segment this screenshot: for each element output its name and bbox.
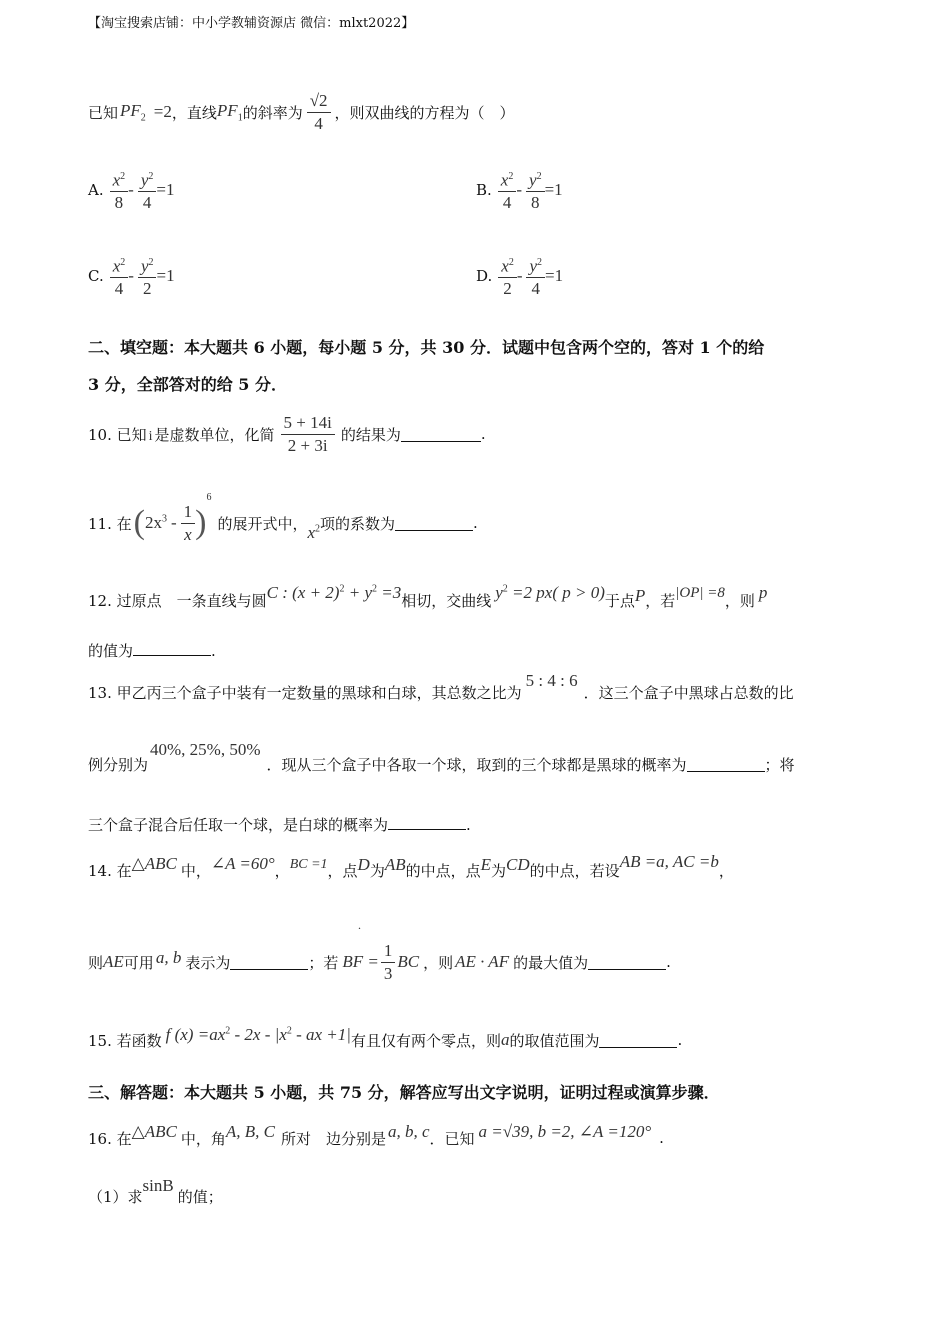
q14-mid3: ，点 bbox=[327, 861, 358, 880]
option-x-fraction: $\frac{x^2}{8}$ bbox=[110, 166, 129, 215]
q12-mid: 相切，交曲线 bbox=[401, 591, 492, 610]
question-14 bbox=[88, 850, 734, 890]
q13-ratio: 5 : 4 : 6 bbox=[525, 671, 578, 690]
q14-cd: CD bbox=[506, 855, 530, 874]
option-minus: - bbox=[516, 266, 523, 285]
option-y-fraction: $\frac{y^2}{2}$ bbox=[138, 252, 157, 301]
q11-paren-left: ( bbox=[133, 504, 145, 541]
q16-mid1: 中，角 bbox=[180, 1129, 226, 1148]
q10-i: i bbox=[148, 429, 153, 444]
option-eq: =1 bbox=[545, 266, 564, 285]
q14-answer-blank-2[interactable] bbox=[588, 955, 666, 970]
q14-triangle: △ABC bbox=[131, 854, 177, 873]
option-x-fraction: $\frac{x^2}{2}$ bbox=[498, 252, 517, 301]
section-3-heading: 三、解答题：本大题共 5 小题，共 75 分，解答应写出文字说明，证明过程或演算步骤． bbox=[88, 1083, 720, 1102]
q11-power: 6 bbox=[206, 492, 212, 503]
option-label: D. bbox=[476, 267, 493, 285]
q10-answer-blank[interactable] bbox=[401, 427, 481, 442]
q10-pre: 10. 已知 bbox=[88, 425, 147, 444]
q14-answer-blank-1[interactable] bbox=[230, 955, 308, 970]
q15-post2: 的取值范围为 bbox=[509, 1031, 600, 1050]
page-header: 【淘宝搜索店铺：中小学教辅资源店 微信：mlxt2022】 bbox=[88, 16, 415, 31]
q12-mid2: 于点 bbox=[604, 591, 635, 610]
q13-answer-blank-1[interactable] bbox=[687, 757, 765, 772]
option-y-fraction: $\frac{y^2}{4}$ bbox=[138, 166, 157, 215]
q14-ae-af: AE · AF bbox=[455, 952, 510, 971]
option-label: B. bbox=[476, 181, 492, 199]
q14-point-e: E bbox=[480, 855, 492, 874]
question-13-line3 bbox=[88, 814, 471, 835]
q14-bc: BC =1 bbox=[289, 857, 328, 872]
q13-pre: 13. 甲乙丙三个盒子中装有一定数量的黑球和白球，其总数之比为 bbox=[88, 683, 522, 702]
question-16-part-1 bbox=[88, 1176, 223, 1216]
section-2-heading-line1: 二、填空题：本大题共 6 小题，每小题 5 分，共 30 分．试题中包含两个空的，答对 1 个的给 bbox=[88, 338, 765, 357]
q14-mid1: 中， bbox=[180, 861, 211, 880]
option-d[interactable] bbox=[476, 250, 563, 302]
q12-curve-equation: $y^2 =2$ px( p > 0) bbox=[495, 583, 605, 602]
q9-mid2: 的斜率为 bbox=[242, 103, 303, 122]
q15-answer-blank[interactable] bbox=[599, 1033, 677, 1048]
q15-a: a bbox=[500, 1030, 510, 1049]
q14-ab-vectors: a, b bbox=[155, 948, 182, 967]
question-12-line2 bbox=[88, 640, 216, 661]
q9-mid: ，直线 bbox=[171, 103, 217, 122]
q15-post: 有且仅有两个零点，则 bbox=[350, 1031, 501, 1050]
q14-bf: BF = bbox=[342, 952, 379, 971]
q11-minus: - bbox=[170, 513, 177, 532]
q14-mid5: 的中点，点 bbox=[405, 861, 481, 880]
q9-post: ，则双曲线的方程为（ ） bbox=[334, 103, 515, 122]
option-x-fraction: $\frac{x^2}{4}$ bbox=[498, 166, 517, 215]
q9-pre: 已知 bbox=[88, 103, 119, 122]
q12-answer-blank[interactable] bbox=[133, 641, 211, 656]
option-minus: - bbox=[516, 180, 523, 199]
option-c[interactable] bbox=[88, 250, 175, 302]
option-eq: =1 bbox=[156, 180, 175, 199]
q12-circle-equation: C : $(x + 2)^2 + y^2 =3$ bbox=[266, 583, 402, 602]
q11-mid: 的展开式中， bbox=[217, 514, 308, 533]
question-15 bbox=[88, 1020, 682, 1060]
q13-answer-blank-2[interactable] bbox=[388, 815, 466, 830]
q11-pre: 11. 在 bbox=[88, 514, 132, 533]
q14-mid4: 为 bbox=[369, 861, 385, 880]
q11-fraction: $\frac{1}{x}$ bbox=[181, 501, 196, 546]
q14-ab: AB bbox=[384, 855, 406, 874]
q11-post: 项的系数为 bbox=[320, 514, 396, 533]
q11-expr: $2x^3$ bbox=[144, 513, 167, 532]
q14-vectors: AB =a, AC =b bbox=[619, 852, 719, 871]
q13-line2-mid: ．现从三个盒子中各取一个球，取到的三个球都是黑球的概率为 bbox=[266, 755, 687, 774]
q14-bc-vector: BC bbox=[397, 952, 420, 971]
section-2-heading-line2: 3 分，全部答对的给 5 分． bbox=[88, 375, 287, 394]
q11-end: . bbox=[473, 514, 478, 532]
q14-mid6: 为 bbox=[491, 861, 507, 880]
q9-pf1: $PF_1$ bbox=[216, 100, 243, 124]
q14-line2-mid2: 表示为 bbox=[185, 953, 231, 972]
q10-mid: 是虚数单位，化简 bbox=[154, 425, 275, 444]
q16-given: a =√39, b =2, ∠A =120° bbox=[478, 1122, 652, 1141]
option-label: A. bbox=[88, 181, 104, 199]
q16-sides: a, b, c bbox=[387, 1122, 430, 1141]
q14-dot-mark: . bbox=[358, 918, 361, 932]
option-label: C. bbox=[88, 267, 104, 285]
q13-line2-pre: 例分别为 bbox=[88, 755, 149, 774]
q16-triangle: △ABC bbox=[131, 1122, 177, 1141]
option-x-fraction: $\frac{x^2}{4}$ bbox=[110, 252, 129, 301]
q10-post: 的结果为 bbox=[340, 425, 401, 444]
q11-x2: $x^2$ bbox=[307, 523, 321, 542]
q16-part1-post: 的值； bbox=[177, 1187, 223, 1206]
q12-p: p bbox=[758, 583, 768, 602]
option-eq: =1 bbox=[156, 266, 175, 285]
q15-pre: 15. 若函数 bbox=[88, 1031, 162, 1050]
q15-end: . bbox=[677, 1031, 683, 1049]
q10-end: . bbox=[480, 425, 486, 443]
q14-mid2: ， bbox=[274, 861, 290, 880]
q14-line2-mid5: 的最大值为 bbox=[513, 953, 589, 972]
q14-line2-pre: 则 bbox=[88, 953, 104, 972]
option-y-fraction: $\frac{y^2}{8}$ bbox=[526, 166, 545, 215]
q13-line3-pre: 三个盒子混合后任取一个球，是白球的概率为 bbox=[88, 816, 389, 834]
option-b[interactable] bbox=[476, 164, 563, 216]
question-16 bbox=[88, 1118, 664, 1158]
q13-post: ．这三个盒子中黑球占总数的比 bbox=[583, 683, 794, 702]
option-eq: =1 bbox=[544, 180, 563, 199]
option-y-fraction: $\frac{y^2}{4}$ bbox=[526, 252, 545, 301]
q14-mid8: ， bbox=[718, 861, 734, 880]
q12-line2-pre: 的值为 bbox=[88, 642, 134, 660]
question-11 bbox=[88, 490, 478, 556]
q12-point-p: P bbox=[634, 586, 646, 605]
q14-angle: ∠A =60° bbox=[210, 854, 275, 873]
q16-angles: A, B, C bbox=[225, 1122, 275, 1141]
question-9-stem bbox=[88, 82, 515, 142]
q13-line3-end: . bbox=[466, 816, 471, 834]
q14-mid7: 的中点，若设 bbox=[529, 861, 620, 880]
q16-end: . bbox=[659, 1129, 664, 1147]
q12-line2-end: . bbox=[211, 642, 216, 660]
q14-ae: AE bbox=[103, 952, 124, 971]
q14-line2-mid3: ；若 bbox=[308, 953, 339, 972]
q9-eq2: =2 bbox=[153, 102, 172, 121]
q14-bf-fraction: $\frac{1}{3}$ bbox=[381, 940, 396, 985]
q10-fraction: $\frac{5 + 14i}{2 + 3i}$ bbox=[281, 412, 335, 457]
q9-pf2: $PF_2$ bbox=[120, 100, 146, 124]
q14-line2-end: . bbox=[666, 953, 671, 971]
q16-mid2: 所对 边分别是 bbox=[280, 1129, 386, 1148]
q15-function: f $(x) =ax^2 - 2x - |x^2$ - ax +1| bbox=[165, 1025, 351, 1044]
q14-line2-mid: 可用 bbox=[123, 953, 154, 972]
q12-pre: 12. 过原点 一条直线与圆 bbox=[88, 591, 267, 610]
q11-answer-blank[interactable] bbox=[395, 516, 473, 531]
q16-sinb: sinB bbox=[142, 1176, 174, 1195]
q16-pre: 16. 在 bbox=[88, 1129, 132, 1148]
q13-line2-end: ；将 bbox=[764, 755, 795, 774]
q14-point-d: D bbox=[357, 855, 370, 874]
option-minus: - bbox=[128, 266, 134, 285]
q14-line2-mid4: ，则 bbox=[423, 953, 454, 972]
q16-mid3: ．已知 bbox=[429, 1129, 475, 1148]
option-a[interactable] bbox=[88, 164, 174, 216]
q12-mid4: ，则 bbox=[724, 591, 755, 610]
question-13 bbox=[88, 672, 794, 712]
option-minus: - bbox=[128, 180, 134, 199]
question-10 bbox=[88, 404, 486, 464]
q9-slope-fraction: $\frac{√2}{4}$ bbox=[307, 90, 331, 135]
question-12 bbox=[88, 580, 767, 620]
q14-pre: 14. 在 bbox=[88, 861, 132, 880]
question-14-line2 bbox=[88, 932, 671, 992]
q16-part1-pre: （1）求 bbox=[88, 1187, 143, 1206]
q12-op: |OP| =8 bbox=[675, 584, 725, 601]
q13-percentages: 40%, 25%, 50% bbox=[150, 740, 261, 759]
q12-mid3: ，若 bbox=[645, 591, 676, 610]
q11-paren-right: ) bbox=[195, 504, 207, 541]
question-13-line2 bbox=[88, 740, 795, 784]
